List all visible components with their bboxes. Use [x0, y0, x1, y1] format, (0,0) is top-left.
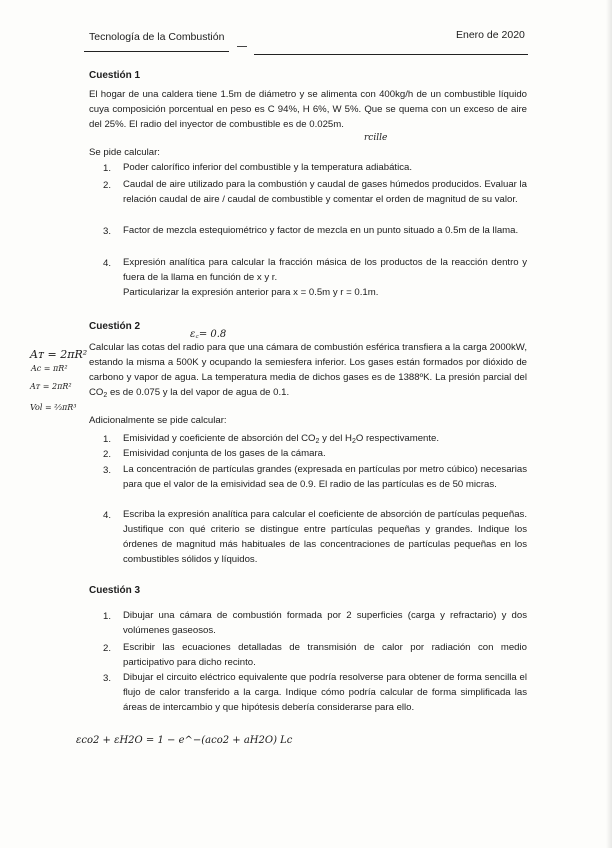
q2-num-4: 4. [103, 510, 112, 521]
q3-item-1: Dibujar una cámara de combustión formada por 2 superficies (carga y refractario) y dos volúmenes gaseosos. [123, 610, 527, 636]
q2-item-3: La concentración de partículas grandes (expresada en partículas por metro cúbico) necesarias para que el valor de la emisividad sea de 0.9. El radio de las partículas es de 50 micras. [123, 464, 527, 490]
q1-num-3: 3. [103, 226, 112, 237]
handwritten-note-rcille: rcille [364, 133, 388, 143]
q2-item-1: Emisividad y coeficiente de absorción del $CO_2$ y del $H_2O$ respectivamente. [123, 433, 440, 445]
q3-item-3: Dibujar el circuito eléctrico equivalente que podría resolverse para obtener de forma sencilla el flujo de calor transferido a la carga. Indique cómo podría calcular de forma simplificada las áreas de intercambio y que hipótesis debería considerarse para ello. [123, 672, 527, 713]
q2-intro: Calcular las cotas del radio para que una cámara de combustión esférica transfiera a la carga 2000kW, estando la misma a 500K y ocupando la semiesfera inferior. Los gases están formados por dióxido de carbono y vapor de agua. La temperatura media de dichos gases es de 1388ºK. La presión parcial del $CO_2$ es de 0.075 y la del vapor de agua de 0.1. [89, 342, 527, 399]
q2-ask: Adicionalmente se pide calcular: [89, 415, 227, 426]
handwritten-area-circle: Ac = πR² [31, 364, 68, 373]
q1-item-3: Factor de mezcla estequiométrico y factor de mezcla en un punto situado a 0.5m de la llama. [123, 225, 519, 236]
handwritten-volume: Vol = ⅔πR³ [30, 403, 77, 412]
q2-num-2: 2. [103, 449, 112, 460]
q3-item-2: Escribir las ecuaciones detalladas de transmisión de calor por radiación con medio participativo para dicho recinto. [123, 642, 527, 668]
q2-num-3: 3. [103, 465, 112, 476]
q3-num-2: 2. [103, 643, 112, 654]
q1-num-2: 2. [103, 180, 112, 191]
handwritten-area-total: Aᴛ = 2πR² [30, 348, 88, 361]
q1-num-1: 1. [103, 163, 112, 174]
q1-ask: Se pide calcular: [89, 147, 160, 158]
q1-item-1: Poder calorífico inferior del combustible y la temperatura adiabática. [123, 162, 413, 173]
q2-title: Cuestión 2 [89, 321, 141, 332]
q1-intro: El hogar de una caldera tiene 1.5m de diámetro y se alimenta con 400kg/h de un combustible líquido cuya composición porcentual en peso es C 94%, H 6%, W 5%. Que se quema con un exceso de aire del 25%. El radio del inyector de combustible es de 0.025m. [89, 89, 527, 130]
q2-item-2: Emisividad conjunta de los gases de la cámara. [123, 448, 326, 459]
page-edge-shadow [606, 0, 612, 848]
q3-title: Cuestión 3 [89, 585, 141, 596]
header-rule-mark [237, 46, 247, 47]
header-rule-left [84, 51, 229, 52]
q1-item-4-extra: Particularizar la expresión anterior para x = 0.5m y r = 0.1m. [123, 287, 379, 298]
course-title: Tecnología de la Combustión [89, 31, 225, 43]
q1-title: Cuestión 1 [89, 70, 141, 81]
q2-item-4: Escriba la expresión analítica para calcular el coeficiente de absorción de partículas pequeñas. Justifique con qué criterio se distingue entre partículas pequeñas y grandes. Indique los órdenes de magnitud más habituales de las concentraciones de partículas pequeñas en los combustibles sólidos y líquidos. [123, 509, 527, 565]
handwritten-area-total-2: Aᴛ = 2πR² [30, 382, 72, 391]
handwritten-emissivity-formula: εco2 + εH2O = 1 − e^−(aco2 + aH2O) Lc [76, 735, 293, 746]
q3-num-3: 3. [103, 673, 112, 684]
exam-date: Enero de 2020 [456, 29, 525, 41]
handwritten-emissivity: ε꜀= 0.8 [190, 329, 227, 340]
q1-item-4: Expresión analítica para calcular la fracción másica de los productos de la reacción dentro y fuera de la llama en función de x y r. [123, 257, 527, 283]
q1-num-4: 4. [103, 258, 112, 269]
q1-item-2: Caudal de aire utilizado para la combustión y caudal de gases húmedos producidos. Evaluar la relación caudal de aire / caudal de combustible y comentar el orden de magnitud de su valor. [123, 179, 527, 205]
q2-num-1: 1. [103, 434, 112, 445]
header-rule-right [254, 54, 528, 55]
q3-num-1: 1. [103, 611, 112, 622]
